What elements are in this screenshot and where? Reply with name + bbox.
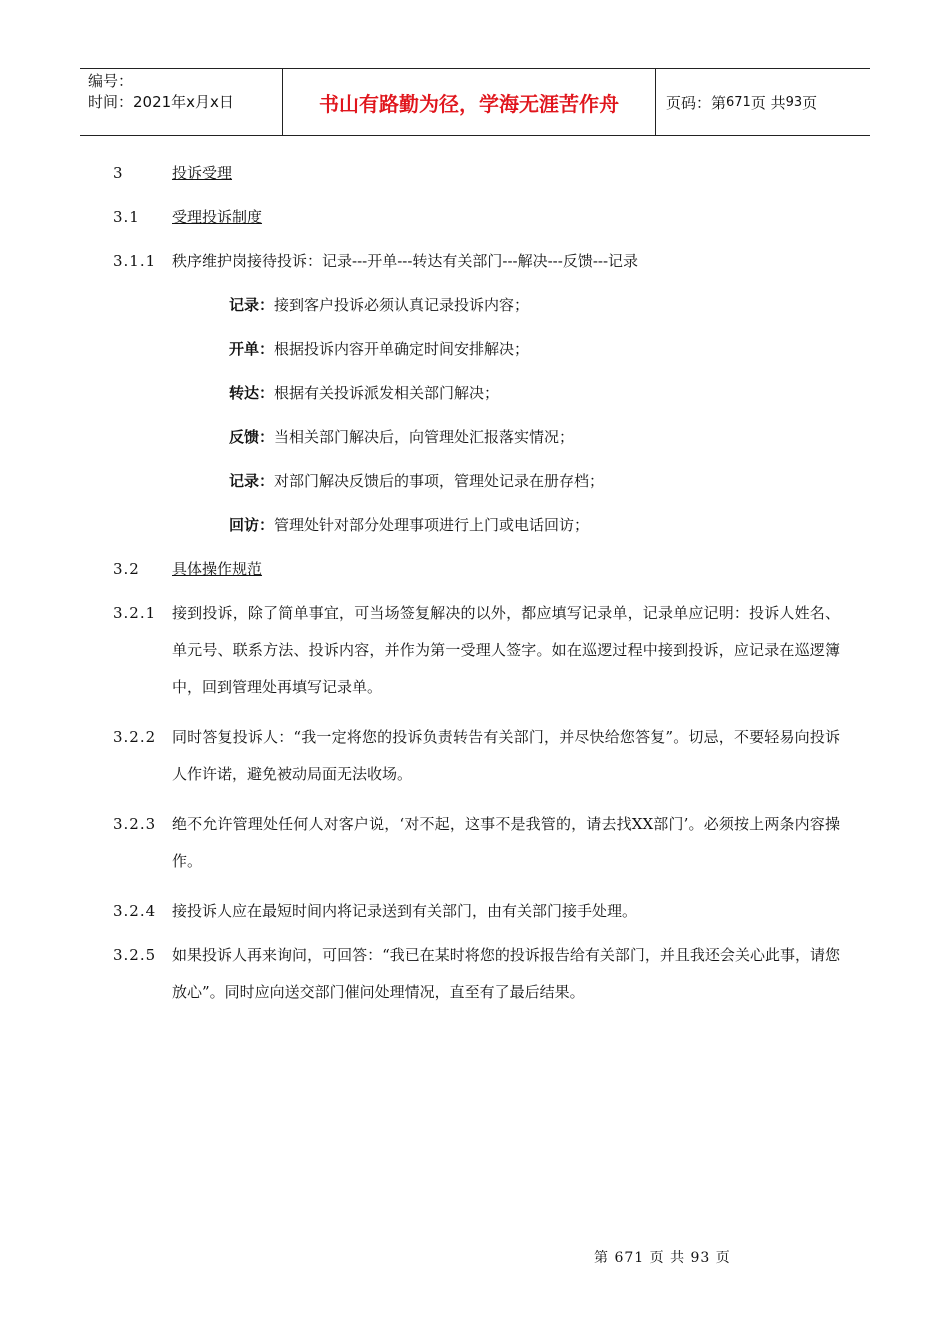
step-text: 当相关部门解决后，向管理处汇报落实情况； (274, 428, 575, 446)
section-number: 3.1 (113, 208, 140, 226)
step-item (113, 468, 840, 494)
section-number: 3.2.4 (113, 902, 157, 920)
section-text: 接到投诉，除了简单事宜，可当场签复解决的以外，都应填写记录单，记录单应记明：投诉人姓名、单元号、联系方法、投诉内容，并作为第一受理人签字。如在巡逻过程中接到投诉，应记录在巡逻簿中，回到管理处再填写记录单。 (172, 604, 840, 696)
section-title: 投诉受理 (172, 164, 233, 182)
section-3-2-3 (113, 811, 840, 880)
section-number: 3.2.1 (113, 604, 157, 622)
step-text: 根据投诉内容开单确定时间安排解决； (274, 340, 530, 358)
section-text: 如果投诉人再来询问，可回答：“我已在某时将您的投诉报告给有关部门，并且我还会关心此事，请您放心”。同时应向送交部门催问处理情况，直至有了最后结果。 (172, 946, 840, 1001)
step-item (113, 512, 840, 538)
document-body (113, 160, 840, 1029)
section-title: 受理投诉制度 (172, 208, 263, 226)
section-3-2 (113, 556, 840, 582)
page-suffix: 页 (802, 93, 818, 112)
section-3-2-2 (113, 724, 840, 793)
step-text: 对部门解决反馈后的事项，管理处记录在册存档； (274, 472, 605, 490)
code-label: 编号： (88, 72, 134, 90)
step-item (113, 336, 840, 362)
header-motto: 书山有路勤为径，学海无涯苦作舟 (282, 69, 656, 135)
section-3-1-1 (113, 248, 840, 274)
page-mid: 页 共 (750, 93, 786, 112)
step-text: 接到客户投诉必须认真记录投诉内容； (274, 296, 530, 314)
section-text: 绝不允许管理处任何人对客户说，‘对不起，这事不是我管的，请去找XX部门’。必须按上两条内容操作。 (172, 815, 840, 870)
section-text: 接投诉人应在最短时间内将记录送到有关部门，由有关部门接手处理。 (172, 902, 638, 920)
step-item (113, 292, 840, 318)
step-text: 根据有关投诉派发相关部门解决； (274, 384, 500, 402)
step-label: 开单： (229, 340, 275, 358)
section-3-2-5 (113, 942, 840, 1011)
section-title: 具体操作规范 (172, 560, 263, 578)
section-number: 3.1.1 (113, 252, 157, 270)
section-text: 同时答复投诉人：“我一定将您的投诉负责转告有关部门，并尽快给您答复”。切忌，不要轻易向投诉人作许诺，避免被动局面无法收场。 (172, 728, 840, 783)
section-number: 3.2 (113, 560, 140, 578)
section-3 (113, 160, 840, 186)
step-label: 记录： (229, 296, 275, 314)
step-label: 反馈： (229, 428, 275, 446)
page-header (80, 68, 870, 136)
section-number: 3.2.2 (113, 728, 157, 746)
page-footer: 第 671 页 共 93 页 (594, 1250, 731, 1266)
section-3-1 (113, 204, 840, 230)
page-number: 671 (726, 94, 751, 110)
time-label: 时间：2021年x月x日 (88, 93, 234, 111)
step-item (113, 380, 840, 406)
page-prefix: 页码：第 (666, 93, 727, 112)
page-total: 93 (785, 94, 803, 110)
header-info (80, 69, 282, 135)
step-label: 转达： (229, 384, 275, 402)
step-label: 记录： (229, 472, 275, 490)
section-3-2-1 (113, 600, 840, 706)
section-3-2-4 (113, 898, 840, 924)
step-label: 回访： (229, 516, 275, 534)
step-item (113, 424, 840, 450)
section-text: 秩序维护岗接待投诉：记录---开单---转达有关部门---解决---反馈---记录 (172, 252, 639, 270)
header-page-info (656, 69, 870, 135)
step-text: 管理处针对部分处理事项进行上门或电话回访； (274, 516, 590, 534)
section-number: 3.2.5 (113, 946, 157, 964)
section-number: 3 (113, 164, 124, 182)
section-number: 3.2.3 (113, 815, 157, 833)
